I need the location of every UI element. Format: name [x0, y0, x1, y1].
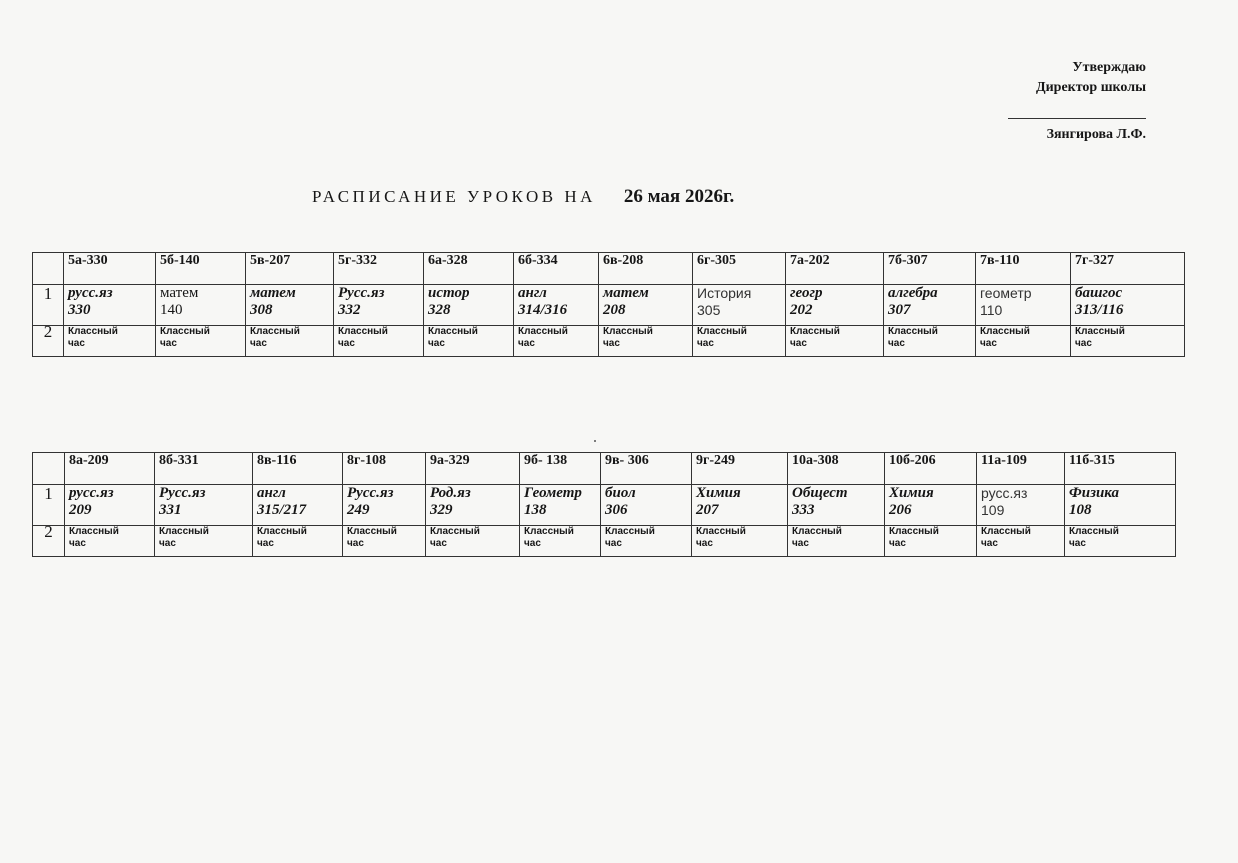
- subject: Классный: [696, 526, 746, 537]
- room: час: [888, 338, 905, 349]
- subject: Русс.яз: [347, 485, 394, 501]
- room: час: [696, 538, 713, 549]
- lesson-cell: [156, 285, 246, 326]
- lesson-cell: [514, 285, 599, 326]
- lesson-row: [33, 285, 1185, 326]
- approval-line: Утверждаю: [1072, 60, 1146, 75]
- lesson-cell: [64, 326, 156, 357]
- room: 330: [68, 302, 91, 318]
- lesson-cell: [977, 526, 1065, 557]
- subject: геометр: [980, 285, 1032, 301]
- room: час: [160, 338, 177, 349]
- approval-block: [1008, 58, 1146, 145]
- class-header: 8в-116: [253, 453, 343, 485]
- lesson-cell: [599, 285, 693, 326]
- class-header: 5г-332: [334, 253, 424, 285]
- room: 138: [524, 502, 547, 518]
- lesson-number: 1: [33, 485, 65, 526]
- room: 305: [697, 302, 721, 318]
- lesson-cell: [1065, 485, 1176, 526]
- lesson-cell: [884, 285, 976, 326]
- lesson-number: 2: [33, 326, 64, 357]
- room: час: [69, 538, 86, 549]
- subject: Классный: [347, 526, 397, 537]
- room: час: [1075, 338, 1092, 349]
- subject: русс.яз: [981, 485, 1028, 501]
- room: час: [159, 538, 176, 549]
- room: час: [524, 538, 541, 549]
- corner-cell: [33, 253, 64, 285]
- subject: Классный: [68, 326, 118, 337]
- title-date: 26 мая 2026г.: [623, 186, 735, 207]
- schedule-table-grades-8-11: [32, 452, 1176, 557]
- subject: Классный: [250, 326, 300, 337]
- lesson-cell: [693, 285, 786, 326]
- subject: Классный: [257, 526, 307, 537]
- title-text: РАСПИСАНИЕ УРОКОВ НА: [312, 187, 596, 206]
- subject: матем: [250, 285, 296, 301]
- subject: История: [697, 285, 752, 301]
- lesson-cell: [246, 326, 334, 357]
- room: 328: [428, 302, 451, 318]
- class-header: 8б-331: [155, 453, 253, 485]
- subject: Русс.яз: [338, 285, 385, 301]
- page-title: [312, 186, 734, 208]
- approval-position: Директор школы: [1035, 80, 1146, 95]
- lesson-cell: [976, 285, 1071, 326]
- subject: Общест: [792, 485, 848, 501]
- lesson-cell: [514, 326, 599, 357]
- lesson-number: 1: [33, 285, 64, 326]
- lesson-cell: [424, 285, 514, 326]
- lesson-cell: [1071, 326, 1185, 357]
- class-header: 9в- 306: [601, 453, 692, 485]
- approval-name: Зянгирова Л.Ф.: [1046, 127, 1146, 142]
- subject: Классный: [430, 526, 480, 537]
- lesson-cell: [156, 326, 246, 357]
- subject: Классный: [697, 326, 747, 337]
- lesson-cell: [334, 285, 424, 326]
- subject: башгос: [1075, 285, 1123, 301]
- lesson-cell: [601, 526, 692, 557]
- class-header: 7г-327: [1071, 253, 1185, 285]
- lesson-row: [33, 485, 1176, 526]
- subject: Русс.яз: [159, 485, 206, 501]
- lesson-cell: [253, 485, 343, 526]
- lesson-cell: [65, 526, 155, 557]
- subject: Физика: [1069, 485, 1120, 501]
- lesson-cell: [977, 485, 1065, 526]
- subject: Классный: [980, 326, 1030, 337]
- class-header: 9а-329: [426, 453, 520, 485]
- subject: Классный: [159, 526, 209, 537]
- class-header: 8г-108: [343, 453, 426, 485]
- subject: Классный: [1069, 526, 1119, 537]
- room: 110: [980, 302, 1003, 318]
- class-header: 11а-109: [977, 453, 1065, 485]
- lesson-cell: [788, 485, 885, 526]
- class-header: 11б-315: [1065, 453, 1176, 485]
- room: 209: [69, 502, 92, 518]
- room: 207: [696, 502, 719, 518]
- subject: геогр: [790, 285, 823, 301]
- room: час: [518, 338, 535, 349]
- room: 108: [1069, 502, 1092, 518]
- lesson-cell: [884, 326, 976, 357]
- lesson-cell: [692, 526, 788, 557]
- room: 140: [160, 302, 183, 318]
- subject: русс.яз: [68, 285, 113, 301]
- class-header: 5в-207: [246, 253, 334, 285]
- room: 329: [430, 502, 453, 518]
- class-header: 7в-110: [976, 253, 1071, 285]
- room: час: [792, 538, 809, 549]
- subject: русс.яз: [69, 485, 114, 501]
- class-header: 9г-249: [692, 453, 788, 485]
- header-row: [33, 253, 1185, 285]
- room: час: [338, 338, 355, 349]
- lesson-cell: [976, 326, 1071, 357]
- class-header: 5а-330: [64, 253, 156, 285]
- subject: Род.яз: [430, 485, 471, 501]
- subject: Геометр: [524, 485, 582, 501]
- subject: Классный: [792, 526, 842, 537]
- room: час: [68, 338, 85, 349]
- room: 306: [605, 502, 628, 518]
- class-header: 7б-307: [884, 253, 976, 285]
- room: 202: [790, 302, 813, 318]
- room: час: [347, 538, 364, 549]
- class-header: 6г-305: [693, 253, 786, 285]
- room: час: [790, 338, 807, 349]
- room: час: [603, 338, 620, 349]
- room: час: [257, 538, 274, 549]
- lesson-cell: [64, 285, 156, 326]
- room: 313/116: [1075, 302, 1124, 318]
- subject: истор: [428, 285, 470, 301]
- lesson-cell: [155, 485, 253, 526]
- lesson-cell: [426, 485, 520, 526]
- subject: Классный: [160, 326, 210, 337]
- room: 308: [250, 302, 273, 318]
- class-header: 8а-209: [65, 453, 155, 485]
- subject: Классный: [889, 526, 939, 537]
- subject: Классный: [981, 526, 1031, 537]
- lesson-cell: [520, 526, 601, 557]
- lesson-cell: [1071, 285, 1185, 326]
- class-header: 10б-206: [885, 453, 977, 485]
- subject: англ: [257, 485, 286, 501]
- subject: Классный: [69, 526, 119, 537]
- room: час: [981, 538, 998, 549]
- subject: англ: [518, 285, 547, 301]
- lesson-cell: [520, 485, 601, 526]
- room: час: [1069, 538, 1086, 549]
- lesson-cell: [885, 526, 977, 557]
- subject: Классный: [605, 526, 655, 537]
- scan-speck: [594, 440, 596, 442]
- lesson-row: [33, 526, 1176, 557]
- class-header: 9б- 138: [520, 453, 601, 485]
- lesson-cell: [334, 326, 424, 357]
- room: 315/217: [257, 502, 307, 518]
- subject: алгебра: [888, 285, 938, 301]
- room: час: [250, 338, 267, 349]
- class-header: 6а-328: [424, 253, 514, 285]
- class-header: 6б-334: [514, 253, 599, 285]
- subject: Классный: [338, 326, 388, 337]
- class-header: 5б-140: [156, 253, 246, 285]
- class-header: 7а-202: [786, 253, 884, 285]
- room: час: [605, 538, 622, 549]
- room: 332: [338, 302, 361, 318]
- corner-cell: [33, 453, 65, 485]
- subject: Классный: [790, 326, 840, 337]
- lesson-cell: [885, 485, 977, 526]
- lesson-number: 2: [33, 526, 65, 557]
- lesson-cell: [786, 326, 884, 357]
- lesson-cell: [424, 326, 514, 357]
- subject: Классный: [603, 326, 653, 337]
- room: 314/316: [518, 302, 568, 318]
- room: 249: [347, 502, 370, 518]
- lesson-cell: [343, 485, 426, 526]
- schedule-table-grades-5-7: [32, 252, 1185, 357]
- lesson-cell: [65, 485, 155, 526]
- lesson-cell: [599, 326, 693, 357]
- lesson-cell: [343, 526, 426, 557]
- subject: Классный: [524, 526, 574, 537]
- subject: Химия: [696, 485, 741, 501]
- lesson-cell: [692, 485, 788, 526]
- subject: биол: [605, 485, 636, 501]
- lesson-cell: [1065, 526, 1176, 557]
- subject: Химия: [889, 485, 934, 501]
- room: час: [980, 338, 997, 349]
- subject: Классный: [888, 326, 938, 337]
- class-header: 10а-308: [788, 453, 885, 485]
- room: час: [697, 338, 714, 349]
- subject: матем: [603, 285, 649, 301]
- lesson-cell: [693, 326, 786, 357]
- lesson-cell: [788, 526, 885, 557]
- header-row: [33, 453, 1176, 485]
- room: 208: [603, 302, 626, 318]
- room: 109: [981, 502, 1005, 518]
- lesson-row: [33, 326, 1185, 357]
- subject: Классный: [1075, 326, 1125, 337]
- lesson-cell: [246, 285, 334, 326]
- room: час: [430, 538, 447, 549]
- room: 333: [792, 502, 815, 518]
- room: час: [889, 538, 906, 549]
- room: час: [428, 338, 445, 349]
- lesson-cell: [426, 526, 520, 557]
- lesson-cell: [155, 526, 253, 557]
- lesson-cell: [786, 285, 884, 326]
- signature-line: [1008, 98, 1146, 119]
- class-header: 6в-208: [599, 253, 693, 285]
- subject: Классный: [518, 326, 568, 337]
- room: 307: [888, 302, 911, 318]
- lesson-cell: [601, 485, 692, 526]
- room: 331: [159, 502, 182, 518]
- lesson-cell: [253, 526, 343, 557]
- room: 206: [889, 502, 912, 518]
- subject: матем: [160, 285, 199, 301]
- subject: Классный: [428, 326, 478, 337]
